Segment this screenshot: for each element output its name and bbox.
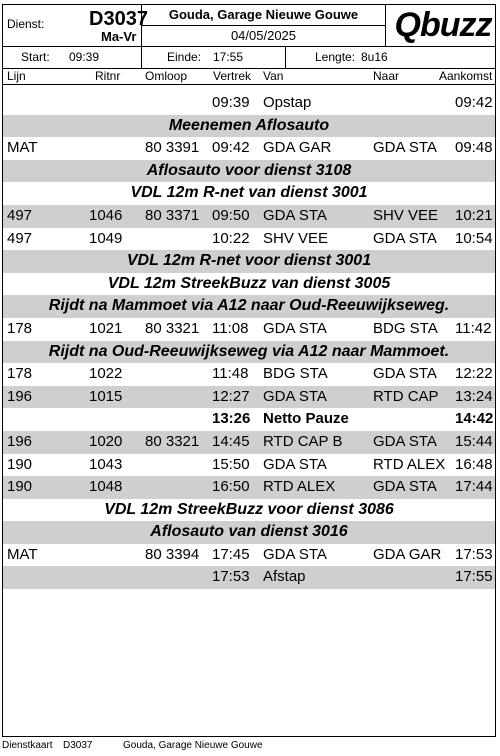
note-text: Rijdt na Mammoet via A12 naar Oud-Reeuwijkseweg. <box>48 297 450 315</box>
note-text: VDL 12m R-net voor dienst 3001 <box>126 252 372 270</box>
cell-omloop: 80 3321 <box>145 432 200 450</box>
note-text: VDL 12m StreekBuzz van dienst 3005 <box>107 274 391 292</box>
cell-aankomst: 17:44 <box>455 478 493 496</box>
trip-row <box>3 544 495 567</box>
cell-ritnr: 1022 <box>89 365 123 383</box>
cell-ritnr: 1015 <box>89 387 123 405</box>
cell-van: GDA STA <box>263 319 327 337</box>
note-text: Aflosauto van dienst 3016 <box>150 523 348 541</box>
note-row <box>3 250 495 273</box>
note-row <box>3 182 495 205</box>
schedule-rows <box>3 92 495 589</box>
dienst-days: Ma-Vr <box>101 29 137 44</box>
qbuzz-logo: Qbuzz <box>394 6 492 44</box>
cell-vertrek: 10:22 <box>212 229 250 247</box>
einde-label: Einde: <box>167 50 202 64</box>
cell-aankomst: 09:48 <box>455 139 493 157</box>
note-text: Aflosauto voor dienst 3108 <box>146 161 352 179</box>
trip-row <box>3 92 495 115</box>
cell-vertrek: 17:45 <box>212 545 250 563</box>
cell-naar: GDA STA <box>373 229 437 247</box>
col-aankomst: Aankomst <box>439 69 493 83</box>
cell-van: RTD CAP B <box>263 432 343 450</box>
lengte-value: 8u16 <box>361 50 388 64</box>
cell-ritnr: 1043 <box>89 455 123 473</box>
cell-vertrek: 17:53 <box>212 568 250 586</box>
trip-row <box>3 386 495 409</box>
trip-row <box>3 205 495 228</box>
cell-naar: BDG STA <box>373 319 438 337</box>
cell-vertrek: 09:42 <box>212 139 250 157</box>
cell-naar: GDA STA <box>373 478 437 496</box>
trip-row <box>3 228 495 251</box>
cell-van: BDG STA <box>263 365 328 383</box>
divider <box>285 46 286 68</box>
column-headers <box>3 68 495 85</box>
cell-lijn: 178 <box>7 319 33 337</box>
header-top-row <box>3 5 495 47</box>
cell-van: RTD ALEX <box>263 478 336 496</box>
footer-dienst: D3037 <box>63 740 93 751</box>
cell-aankomst: 12:22 <box>455 365 493 383</box>
note-text: Rijdt na Oud-Reeuwijkseweg via A12 naar Mammoet. <box>48 342 450 360</box>
col-naar: Naar <box>373 69 400 83</box>
cell-lijn: 178 <box>7 365 33 383</box>
cell-van: SHV VEE <box>263 229 329 247</box>
trip-row <box>3 431 495 454</box>
cell-naar: GDA STA <box>373 139 437 157</box>
dienst-label: Dienst: <box>7 17 45 31</box>
cell-naar: SHV VEE <box>373 206 439 224</box>
cell-van: GDA GAR <box>263 139 332 157</box>
col-vertrek: Vertrek <box>213 69 252 83</box>
cell-naar: RTD CAP <box>373 387 439 405</box>
trip-row <box>3 454 495 477</box>
cell-naar: GDA STA <box>373 365 437 383</box>
cell-omloop: 80 3391 <box>145 139 200 157</box>
cell-aankomst: 14:42 <box>455 410 494 428</box>
note-row <box>3 160 495 183</box>
cell-ritnr: 1048 <box>89 478 123 496</box>
trip-row <box>3 318 495 341</box>
cell-lijn: 497 <box>7 229 33 247</box>
cell-ritnr: 1020 <box>89 432 123 450</box>
cell-van: GDA STA <box>263 455 327 473</box>
cell-aankomst: 09:42 <box>455 94 493 111</box>
cell-ritnr: 1046 <box>89 206 123 224</box>
pause-row <box>3 408 495 431</box>
cell-omloop: 80 3394 <box>145 545 200 563</box>
col-lijn: Lijn <box>7 69 26 83</box>
trip-row <box>3 566 495 589</box>
cell-vertrek: 09:39 <box>212 94 250 111</box>
cell-naar: GDA STA <box>373 432 437 450</box>
cell-vertrek: 16:50 <box>212 478 250 496</box>
note-text: VDL 12m R-net van dienst 3001 <box>130 184 368 202</box>
note-text: VDL 12m StreekBuzz voor dienst 3086 <box>104 500 394 518</box>
cell-ritnr: 1021 <box>89 319 123 337</box>
cell-van: Opstap <box>263 94 312 111</box>
col-ritnr: Ritnr <box>95 69 121 83</box>
cell-lijn: 196 <box>7 432 33 450</box>
cell-aankomst: 15:44 <box>455 432 493 450</box>
note-text: Meenemen Aflosauto <box>168 116 330 134</box>
cell-vertrek: 12:27 <box>212 387 250 405</box>
cell-vertrek: 14:45 <box>212 432 250 450</box>
cell-van: Netto Pauze <box>263 410 349 428</box>
trip-row <box>3 137 495 160</box>
divider <box>141 46 142 68</box>
cell-vertrek: 11:08 <box>212 319 249 337</box>
note-row <box>3 499 495 522</box>
einde-value: 17:55 <box>213 50 244 64</box>
cell-van: GDA STA <box>263 387 327 405</box>
col-van: Van <box>263 69 284 83</box>
cell-lijn: MAT <box>7 545 38 563</box>
cell-aankomst: 10:54 <box>455 229 493 247</box>
start-value: 09:39 <box>69 50 100 64</box>
cell-van: GDA STA <box>263 206 327 224</box>
dienstkaart-frame <box>2 4 496 737</box>
cell-van: GDA STA <box>263 545 327 563</box>
cell-vertrek: 11:48 <box>212 365 249 383</box>
footer-location: Gouda, Garage Nieuwe Gouwe <box>123 740 263 751</box>
cell-lijn: 196 <box>7 387 33 405</box>
cell-aankomst: 11:42 <box>455 319 492 337</box>
cell-vertrek: 09:50 <box>212 206 250 224</box>
cell-naar: RTD ALEX <box>373 455 446 473</box>
col-omloop: Omloop <box>145 69 188 83</box>
note-row <box>3 273 495 296</box>
footer-doc-label: Dienstkaart <box>2 740 53 751</box>
cell-aankomst: 17:53 <box>455 545 493 563</box>
note-row <box>3 341 495 364</box>
lengte-label: Lengte: <box>315 50 356 64</box>
cell-lijn: MAT <box>7 139 38 157</box>
cell-omloop: 80 3371 <box>145 206 200 224</box>
cell-vertrek: 13:26 <box>212 410 251 428</box>
cell-ritnr: 1049 <box>89 229 123 247</box>
trip-row <box>3 476 495 499</box>
cell-lijn: 190 <box>7 478 33 496</box>
cell-omloop: 80 3321 <box>145 319 200 337</box>
cell-aankomst: 10:21 <box>455 206 493 224</box>
cell-aankomst: 17:55 <box>455 568 493 586</box>
cell-aankomst: 16:48 <box>455 455 493 473</box>
header-times-row <box>3 46 495 69</box>
cell-lijn: 497 <box>7 206 33 224</box>
note-row <box>3 115 495 138</box>
cell-lijn: 190 <box>7 455 33 473</box>
note-row <box>3 295 495 318</box>
dienst-number: D3037 <box>89 8 148 30</box>
service-date: 04/05/2025 <box>230 28 297 43</box>
cell-naar: GDA GAR <box>373 545 442 563</box>
cell-vertrek: 15:50 <box>212 455 250 473</box>
cell-van: Afstap <box>263 568 306 586</box>
note-row <box>3 521 495 544</box>
start-label: Start: <box>21 50 50 64</box>
cell-aankomst: 13:24 <box>455 387 493 405</box>
garage-location: Gouda, Garage Nieuwe Gouwe <box>142 5 385 26</box>
trip-row <box>3 363 495 386</box>
divider <box>385 5 386 46</box>
